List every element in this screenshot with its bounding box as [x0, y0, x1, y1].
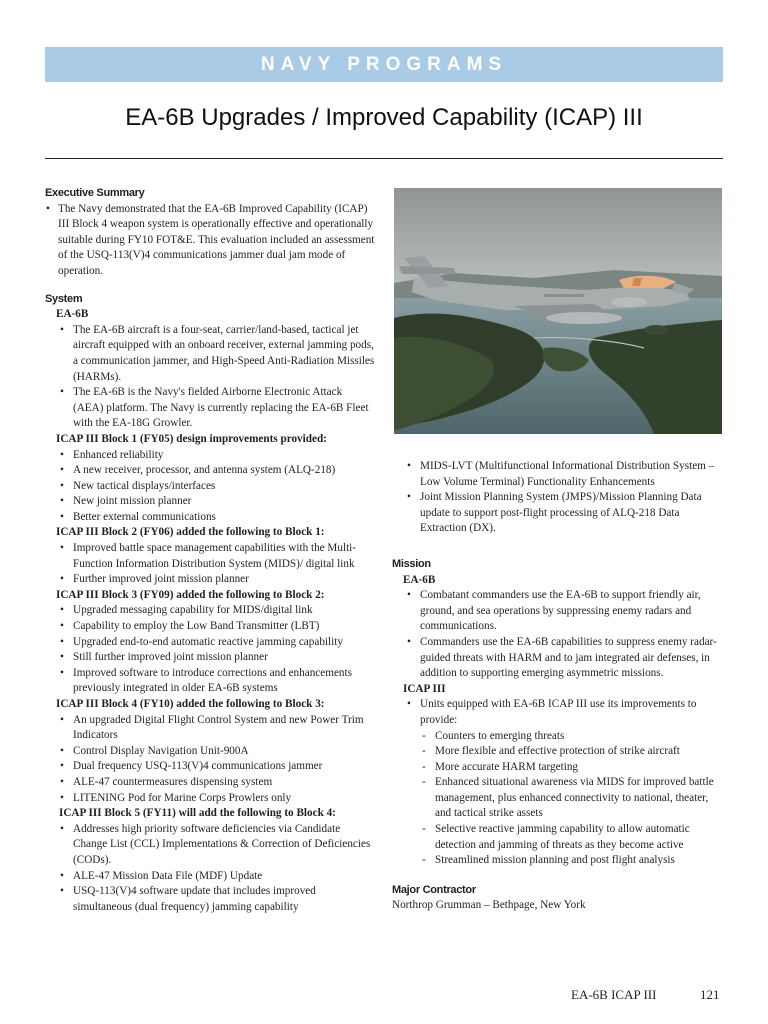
banner-text: NAVY PROGRAMS [260, 53, 508, 75]
list-item: • New tactical displays/interfaces [45, 479, 375, 495]
page-number: 121 [700, 987, 720, 1002]
block2-list [45, 541, 375, 588]
list-item: • Improved software to introduce corrections and enhancements previously integrated in older EA-6B systems [45, 666, 375, 697]
system-ea6b-label: EA-6B [56, 308, 89, 321]
block4-list [45, 713, 375, 807]
block5-continued-list [392, 459, 724, 537]
list-item: • ALE-47 countermeasures dispensing system [45, 775, 375, 791]
list-item: • MIDS-LVT (Multifunctional Informational Distribution System – Low Volume Terminal) Functionality Enhancements [392, 459, 724, 490]
mission-ea6b-label: EA-6B [403, 573, 436, 586]
system-ea6b-list [45, 323, 375, 432]
list-item: • LITENING Pod for Marine Corps Prowlers only [45, 791, 375, 807]
list-item: - Selective reactive jamming capability to allow automatic detection and jamming of threats as they become active [392, 822, 724, 853]
list-item: • Better external communications [45, 510, 375, 526]
list-item: • Joint Mission Planning System (JMPS)/Mission Planning Data update to support post-flight processing of ALQ-218 Data Extraction (DX). [392, 490, 724, 537]
executive-summary-heading: Executive Summary [45, 187, 145, 199]
block3-label: ICAP III Block 3 (FY09) added the following to Block 2: [56, 588, 325, 601]
block3-list [45, 603, 375, 697]
system-heading: System [45, 292, 83, 305]
block1-label: ICAP III Block 1 (FY05) design improvements provided: [56, 432, 327, 445]
block4-label: ICAP III Block 4 (FY10) added the following to Block 3: [56, 698, 325, 710]
list-item: • Still further improved joint mission planner [45, 650, 375, 666]
list-item: • Improved battle space management capabilities with the Multi-Function Information Distribution System (MIDS)/ digital link [45, 541, 375, 572]
right-column [392, 459, 724, 914]
list-item: • Capability to employ the Low Band Transmitter (LBT) [45, 619, 375, 635]
list-item: • The Navy demonstrated that the EA-6B Improved Capability (ICAP) III Block 4 weapon system is operationally effective and operationally suitable during FY10 FOT&E. This evaluation included an assessment of the USQ-113(V)4 communications jammer dual jam mode of operation. [45, 202, 375, 280]
list-item: - Enhanced situational awareness via MIDS for improved battle management, plus enhanced connectivity to national, theater, and tactical strike assets [392, 775, 724, 822]
block5-list [45, 822, 375, 916]
program-banner [45, 47, 723, 82]
list-item: • Units equipped with EA-6B ICAP III use its improvements to provide: [392, 697, 724, 728]
block2-label: ICAP III Block 2 (FY06) added the following to Block 1: [56, 526, 325, 539]
list-item: • Enhanced reliability [45, 448, 375, 464]
list-item: • Control Display Navigation Unit-900A [45, 744, 375, 760]
ea6b-aircraft-photo [394, 188, 722, 434]
list-item: • Addresses high priority software deficiencies via Candidate Change List (CCL) Implementations & Correction of Deficiencies (CODs). [45, 822, 375, 869]
block1-list [45, 448, 375, 526]
mission-heading: Mission [392, 557, 431, 570]
list-item: • Further improved joint mission planner [45, 572, 375, 588]
list-item: - Streamlined mission planning and post flight analysis [392, 853, 724, 869]
list-item: - Counters to emerging threats [392, 729, 724, 745]
list-item: • Upgraded messaging capability for MIDS/digital link [45, 603, 375, 619]
list-item: • New joint mission planner [45, 494, 375, 510]
mission-ea6b-list [392, 588, 724, 682]
block5-label: ICAP III Block 5 (FY11) will add the following to Block 4: [59, 807, 336, 820]
list-item: - More flexible and effective protection of strike aircraft [392, 744, 724, 760]
executive-summary-list [45, 202, 375, 280]
list-item: • Combatant commanders use the EA-6B to support friendly air, ground, and sea operations by suppressing enemy radars and communications. [392, 588, 724, 635]
icap-improvements-list [392, 729, 724, 869]
list-item: • A new receiver, processor, and antenna system (ALQ-218) [45, 463, 375, 479]
list-item: • ALE-47 Mission Data File (MDF) Update [45, 869, 375, 885]
list-item: • USQ-113(V)4 software update that includes improved simultaneous (dual frequency) jamming capability [45, 884, 375, 915]
list-item: • Commanders use the EA-6B capabilities to suppress enemy radar-guided threats with HARM and to jam integrated air defenses, in addition to supporting emerging asymmetric missions. [392, 635, 724, 682]
list-item: • An upgraded Digital Flight Control System and new Power Trim Indicators [45, 713, 375, 744]
page-title: EA-6B Upgrades / Improved Capability (ICAP) III [125, 104, 643, 131]
mission-icap-label: ICAP III [403, 682, 446, 695]
major-contractor-heading: Major Contractor [392, 883, 476, 896]
left-column [45, 186, 375, 915]
list-item: • The EA-6B aircraft is a four-seat, carrier/land-based, tactical jet aircraft equipped with an onboard receiver, external jamming pods, a communication jammer, and High-Speed Anti-Radiation Missiles (HARMs). [45, 323, 375, 385]
footer-program-label: EA-6B ICAP III [571, 987, 657, 1002]
list-item: - More accurate HARM targeting [392, 760, 724, 776]
title-divider [45, 158, 723, 159]
list-item: • The EA-6B is the Navy's fielded Airborne Electronic Attack (AEA) platform. The Navy is currently replacing the EA-6B Fleet with the EA-18G Growler. [45, 385, 375, 432]
list-item: • Upgraded end-to-end automatic reactive jamming capability [45, 635, 375, 651]
mission-icap-list [392, 697, 724, 728]
major-contractor-text: Northrop Grumman – Bethpage, New York [392, 899, 586, 912]
list-item: • Dual frequency USQ-113(V)4 communications jammer [45, 759, 375, 775]
